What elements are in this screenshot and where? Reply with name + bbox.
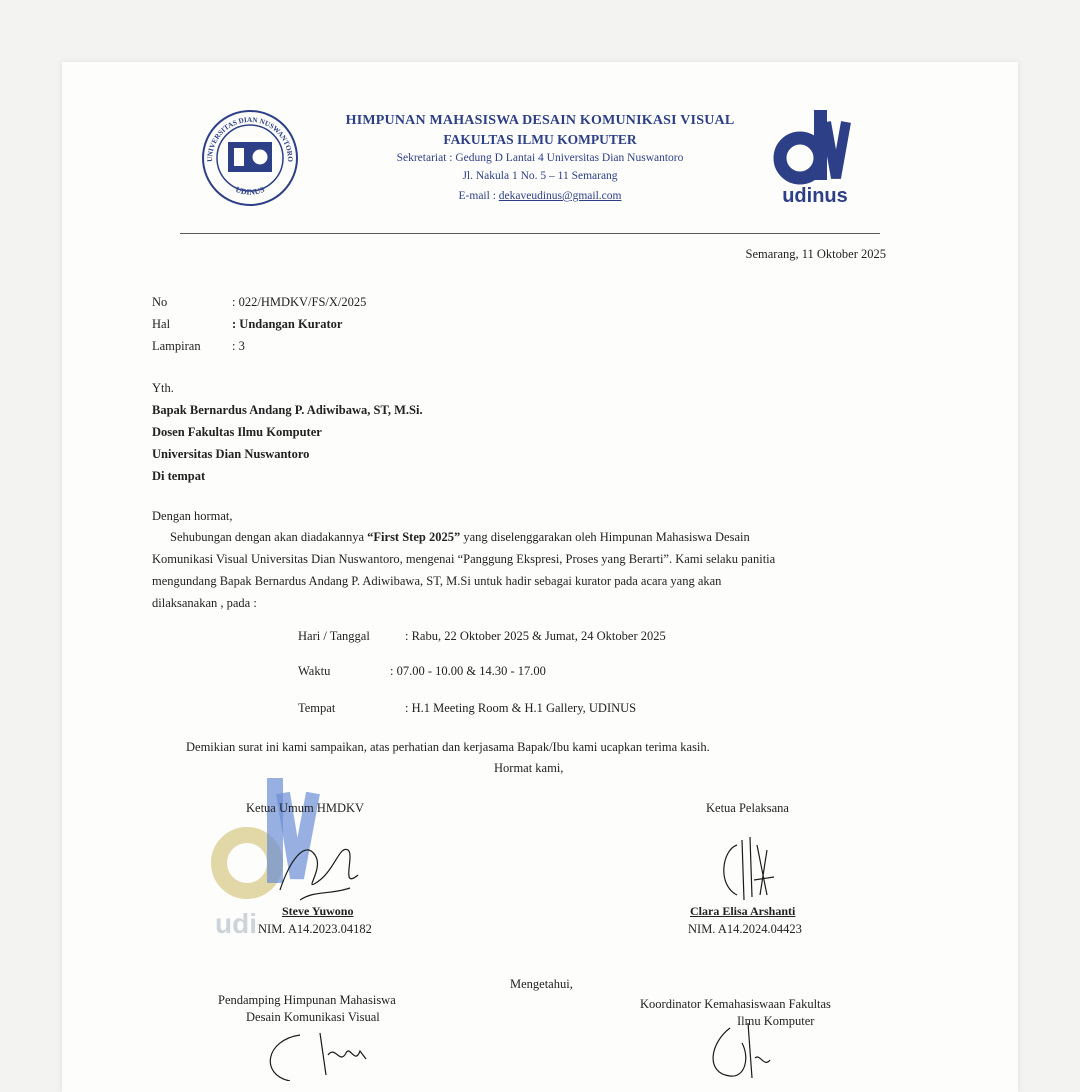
seal-text-top: UNIVERSITAS DIAN NUSWANTORO — [205, 115, 295, 162]
body-paragraph-line-4: dilaksanakan , pada : — [152, 596, 257, 610]
meta-label-hal: Hal — [152, 317, 171, 331]
schedule-label-place: Tempat — [298, 701, 336, 715]
left-signatory-title: Ketua Umum HMDKV — [246, 801, 365, 815]
body-paragraph-line-3: mengundang Bapak Bernardus Andang P. Adiwibawa, ST, M.Si untuk hadir sebagai kurator pada acara yang akan — [152, 574, 722, 588]
body-line-1-post: yang diselenggarakan oleh Himpunan Mahasiswa Desain — [460, 530, 750, 544]
right-signatory-title: Ketua Pelaksana — [706, 801, 789, 815]
svg-text:udi: udi — [215, 908, 257, 939]
body-line-1-pre: Sehubungan dengan akan diadakannya — [170, 530, 368, 544]
schedule-value-date: : Rabu, 22 Oktober 2025 & Jumat, 24 Oktober 2025 — [405, 629, 666, 643]
dkv-udinus-logo — [770, 102, 860, 210]
recipient-position: Dosen Fakultas Ilmu Komputer — [152, 425, 322, 439]
body-paragraph-line-1 — [170, 526, 750, 548]
greeting: Dengan hormat, — [152, 509, 233, 523]
email-label: E-mail : — [458, 190, 496, 202]
coordinator-title-line-1: Koordinator Kemahasiswaan Fakultas — [640, 997, 831, 1011]
acknowledged-label: Mengetahui, — [510, 977, 573, 991]
letter-date: Semarang, 11 Oktober 2025 — [745, 247, 886, 261]
body-paragraph-line-2: Komunikasi Visual Universitas Dian Nuswantoro, mengenai “Panggung Ekspresi, Proses yang Berarti”. Kami selaku panitia — [152, 552, 776, 566]
org-name: HIMPUNAN MAHASISWA DESAIN KOMUNIKASI VISUAL — [345, 113, 735, 128]
signature-advisor — [260, 1025, 410, 1081]
schedule-value-place: : H.1 Meeting Room & H.1 Gallery, UDINUS — [405, 701, 637, 715]
udinus-logo-text: udinus — [782, 185, 848, 207]
meta-value-hal: : Undangan Kurator — [232, 317, 343, 331]
schedule-label-time: Waktu — [298, 664, 331, 678]
email-line — [280, 190, 800, 202]
seal-text-bottom: UDINUS — [234, 184, 266, 197]
signature-clara — [712, 825, 792, 910]
secretariat-address: Sekretariat : Gedung D Lantai 4 Universitas Dian Nuswantoro — [396, 152, 684, 164]
meta-label-lampiran: Lampiran — [152, 339, 201, 353]
meta-value-no: : 022/HMDKV/FS/X/2025 — [232, 295, 367, 309]
faculty-name: FAKULTAS ILMU KOMPUTER — [443, 132, 637, 147]
meta-value-lampiran: : 3 — [232, 339, 245, 353]
signature-steve — [270, 820, 370, 910]
right-signatory-nim: NIM. A14.2024.04423 — [688, 922, 802, 936]
left-signatory-nim: NIM. A14.2023.04182 — [258, 922, 372, 936]
header-divider — [180, 233, 880, 234]
schedule-value-time: : 07.00 - 10.00 & 14.30 - 17.00 — [390, 664, 546, 678]
closing-sentence: Demikian surat ini kami sampaikan, atas perhatian dan kerjasama Bapak/Ibu kami ucapkan terima kasih. — [186, 740, 710, 754]
email-link[interactable]: dekaveudinus@gmail.com — [498, 190, 622, 202]
right-signatory-name: Clara Elisa Arshanti — [690, 904, 796, 918]
recipient-institution: Universitas Dian Nuswantoro — [152, 447, 310, 461]
recipient-salutation: Yth. — [152, 381, 174, 395]
signature-coordinator — [700, 1018, 780, 1081]
event-name: “First Step 2025” — [367, 530, 461, 544]
advisor-title-line-2: Desain Komunikasi Visual — [246, 1010, 380, 1024]
schedule-label-date: Hari / Tanggal — [298, 629, 370, 643]
regards: Hormat kami, — [494, 761, 564, 775]
recipient-name: Bapak Bernardus Andang P. Adiwibawa, ST, M.Si. — [152, 403, 423, 417]
street-address: Jl. Nakula 1 No. 5 – 11 Semarang — [462, 170, 618, 182]
advisor-title-line-1: Pendamping Himpunan Mahasiswa — [218, 993, 396, 1007]
svg-text:UDINUS — [234, 185, 266, 197]
coordinator-title-line-2: Ilmu Komputer — [737, 1014, 815, 1028]
left-signatory-name: Steve Yuwono — [282, 904, 354, 918]
recipient-location: Di tempat — [152, 469, 206, 483]
meta-label-no: No — [152, 295, 168, 309]
